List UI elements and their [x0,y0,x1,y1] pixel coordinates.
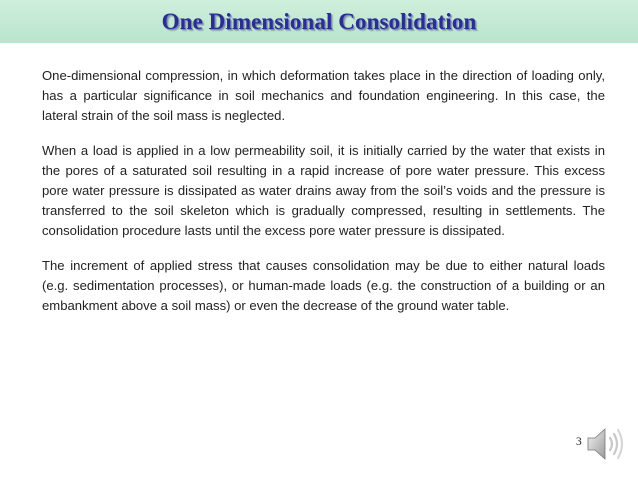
paragraph-causes: The increment of applied stress that causes consolidation may be due to either natural loads (e.g. sedimentation processes), or human-made loads (e.g. the construction of a building or an embankment above a soil mass) or even the decrease of the ground water table. [42,257,605,314]
page-number: 3 [576,436,582,448]
slide-body [42,66,605,316]
paragraph-definition: One-dimensional compression, in which deformation takes place in the direction of loading only, has a particular significance in soil mechanics and foundation engineering. In this case, the lateral strain of the soil mass is neglected. [42,68,605,124]
paragraph-process: When a load is applied in a low permeability soil, it is initially carried by the water that exists in the pores of a saturated soil resulting in a rapid increase of pore water pressure. This excess pore water pressure is dissipated as water drains away from the soil’s voids and the pressure is transferred to the soil skeleton which is gradually compressed, resulting in settlements. The consolidation procedure lasts until the excess pore water pressure is dissipated. [42,142,605,239]
slide-title: One Dimensional Consolidation [161,8,477,34]
title-banner [0,0,638,43]
speaker-icon[interactable] [584,422,628,466]
